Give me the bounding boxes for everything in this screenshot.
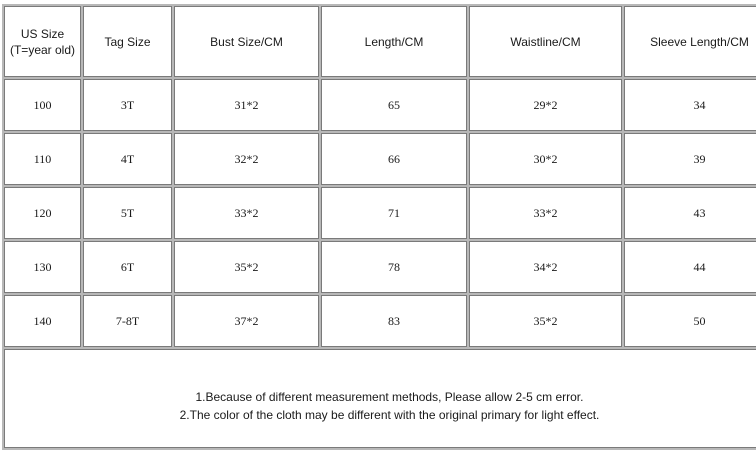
cell-tag-size: 6T: [83, 241, 172, 293]
cell-tag-size: 7-8T: [83, 295, 172, 347]
table-row: [4, 187, 756, 239]
cell-length: 83: [321, 295, 467, 347]
cell-length: 71: [321, 187, 467, 239]
cell-length: 66: [321, 133, 467, 185]
cell-waistline: 33*2: [469, 187, 622, 239]
cell-waistline: 34*2: [469, 241, 622, 293]
header-us-size-line1: US Size: [20, 26, 65, 41]
table-row: [4, 295, 756, 347]
header-tag-size: Tag Size: [83, 6, 172, 77]
notes-cell: [4, 349, 756, 448]
header-row: [4, 6, 756, 77]
cell-waistline: 29*2: [469, 79, 622, 131]
table-row: [4, 133, 756, 185]
note-measurement-error: 1.Because of different measurement methods, Please allow 2-5 cm error.: [195, 389, 584, 404]
cell-tag-size: 3T: [83, 79, 172, 131]
cell-bust-size: 31*2: [174, 79, 319, 131]
cell-sleeve-length: 44: [624, 241, 756, 293]
cell-us-size: 110: [4, 133, 81, 185]
cell-waistline: 30*2: [469, 133, 622, 185]
cell-sleeve-length: 43: [624, 187, 756, 239]
cell-us-size: 130: [4, 241, 81, 293]
cell-tag-size: 5T: [83, 187, 172, 239]
header-sleeve-length: Sleeve Length/CM: [624, 6, 756, 77]
size-chart-table: [2, 4, 756, 450]
cell-us-size: 120: [4, 187, 81, 239]
cell-tag-size: 4T: [83, 133, 172, 185]
cell-us-size: 100: [4, 79, 81, 131]
notes-row: [4, 349, 756, 448]
cell-bust-size: 33*2: [174, 187, 319, 239]
cell-sleeve-length: 34: [624, 79, 756, 131]
header-waistline: Waistline/CM: [469, 6, 622, 77]
cell-waistline: 35*2: [469, 295, 622, 347]
cell-bust-size: 35*2: [174, 241, 319, 293]
note-color-difference: 2.The color of the cloth may be different with the original primary for light effect.: [179, 407, 600, 422]
cell-bust-size: 32*2: [174, 133, 319, 185]
cell-sleeve-length: 50: [624, 295, 756, 347]
cell-sleeve-length: 39: [624, 133, 756, 185]
cell-length: 65: [321, 79, 467, 131]
cell-length: 78: [321, 241, 467, 293]
cell-bust-size: 37*2: [174, 295, 319, 347]
header-us-size: [4, 6, 81, 77]
header-bust-size: Bust Size/CM: [174, 6, 319, 77]
cell-us-size: 140: [4, 295, 81, 347]
header-us-size-line2: (T=year old): [9, 42, 76, 57]
table-row: [4, 79, 756, 131]
table-row: [4, 241, 756, 293]
header-length: Length/CM: [321, 6, 467, 77]
